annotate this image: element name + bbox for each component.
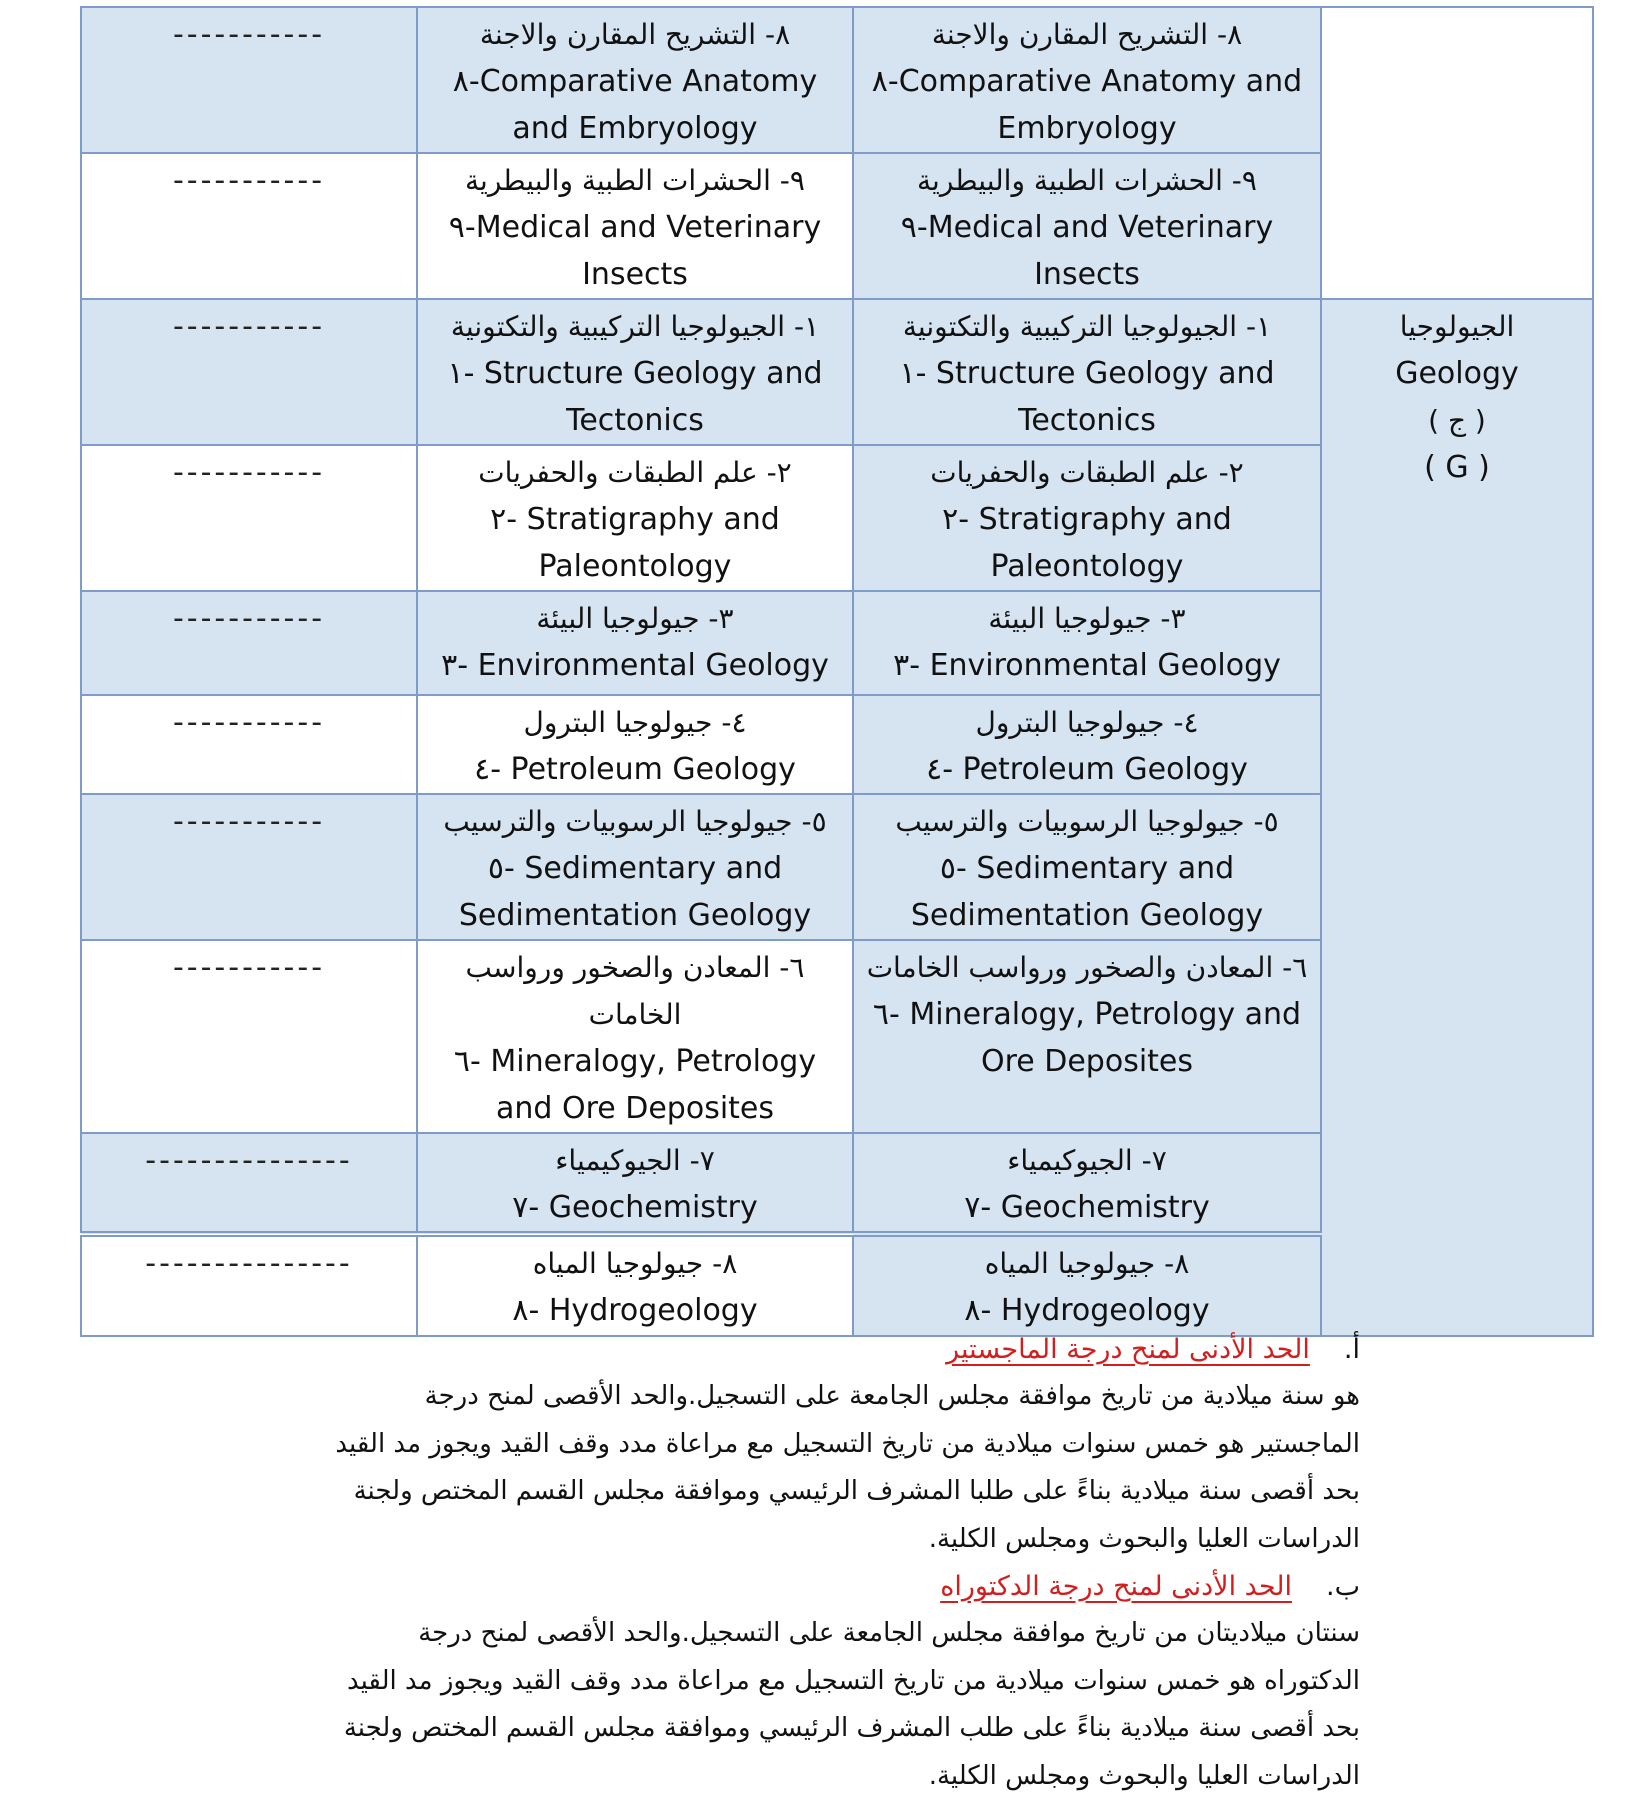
course-name-english: ٥- Sedimentary and — [939, 851, 1235, 886]
phd-minimum-title: الحد الأدنى لمنح درجة الدكتوراه — [940, 1571, 1292, 1602]
course-name-english: ٧- Geochemistry — [964, 1190, 1210, 1225]
course-name-english: Sedimentation Geology — [910, 898, 1264, 933]
course-name-arabic: الخامات — [588, 998, 682, 1031]
course-name-english: ٢- Stratigraphy and — [490, 502, 780, 537]
course-name-english: ٨- Hydrogeology — [964, 1293, 1210, 1328]
course-cell — [853, 794, 1321, 940]
course-name-english: ١- Structure Geology and — [899, 356, 1275, 391]
course-name-english: ٢- Stratigraphy and — [942, 502, 1232, 537]
course-name-english: ٩-Medical and Veterinary — [900, 210, 1274, 245]
course-name-english: Ore Deposites — [980, 1044, 1194, 1079]
course-cell — [853, 153, 1321, 299]
table-row — [81, 299, 1593, 445]
course-name-arabic: ٨- التشريح المقارن والاجنة — [479, 18, 791, 51]
paragraph-line: بحد أقصى سنة ميلادية بناءً على طلب المشرف الرئيسي وموافقة مجلس القسم المختص ولجنة — [343, 1713, 1360, 1743]
course-name-english: ٧- Geochemistry — [512, 1190, 758, 1225]
course-cell — [853, 695, 1321, 794]
course-name-arabic: ٢- علم الطبقات والحفريات — [930, 456, 1244, 489]
course-name-english: ١- Structure Geology and — [447, 356, 823, 391]
course-name-arabic: ٩- الحشرات الطبية والبيطرية — [465, 164, 805, 197]
course-name-arabic: ١- الجيولوجيا التركيبية والتكتونية — [902, 310, 1272, 343]
empty-cell-dashes: ----------- — [81, 7, 417, 153]
course-name-english: and Ore Deposites — [495, 1091, 775, 1126]
paragraph-line: الدكتوراه هو خمس سنوات ميلادية من تاريخ التسجيل مع مراعاة مدد وقف القيد ويجوز مد القيد — [346, 1665, 1360, 1696]
course-cell — [853, 940, 1321, 1133]
course-name-english: Embryology — [997, 111, 1177, 146]
course-name-english: Tectonics — [566, 403, 704, 438]
paragraph-line: الماجستير هو خمس سنوات ميلادية من تاريخ التسجيل مع مراعاة مدد وقف القيد ويجوز مد القيد — [335, 1428, 1360, 1459]
courses-table — [80, 6, 1594, 1337]
courses-table-container — [80, 6, 1592, 1337]
course-name-arabic: ٣- جيولوجيا البيئة — [988, 602, 1186, 635]
empty-cell-dashes: ----------- — [81, 591, 417, 695]
course-name-arabic: ٨- جيولوجيا المياه — [532, 1247, 738, 1280]
course-cell — [417, 153, 853, 299]
department-cell-blank — [1321, 7, 1593, 299]
course-name-arabic: ٤- جيولوجيا البترول — [975, 706, 1199, 739]
course-name-english: and Embryology — [512, 111, 758, 146]
course-name-english: ٦- Mineralogy, Petrology and — [872, 997, 1302, 1032]
course-name-arabic: ٦- المعادن والصخور ورواسب الخامات — [866, 951, 1308, 984]
course-name-english: ٤- Petroleum Geology — [474, 752, 796, 787]
masters-minimum-title: الحد الأدنى لمنح درجة الماجستير — [946, 1334, 1310, 1365]
paragraph-line: هو سنة ميلادية من تاريخ موافقة مجلس الجامعة على التسجيل.والحد الأقصى لمنح درجة — [424, 1381, 1360, 1411]
course-name-arabic: ٦- المعادن والصخور ورواسب — [465, 951, 805, 984]
course-name-arabic: ٥- جيولوجيا الرسوبيات والترسيب — [895, 805, 1279, 838]
course-cell — [853, 591, 1321, 695]
empty-cell-dashes: ----------- — [81, 153, 417, 299]
department-cell — [1321, 299, 1593, 1336]
department-name-arabic: الجيولوجيا — [1399, 310, 1515, 343]
course-cell — [853, 1133, 1321, 1234]
course-name-english: Insects — [1034, 257, 1140, 292]
department-code-english: ( G ) — [1424, 450, 1490, 485]
empty-cell-dashes: ----------- — [81, 794, 417, 940]
course-name-arabic: ١- الجيولوجيا التركيبية والتكتونية — [450, 310, 820, 343]
course-cell — [417, 794, 853, 940]
course-cell — [417, 940, 853, 1133]
course-name-arabic: ٨- جيولوجيا المياه — [984, 1247, 1190, 1280]
masters-duration-paragraph — [230, 1373, 1360, 1563]
course-name-english: ٣- Environmental Geology — [893, 648, 1281, 683]
course-cell — [417, 445, 853, 591]
empty-cell-dashes: ----------- — [81, 445, 417, 591]
course-name-english: ٤- Petroleum Geology — [926, 752, 1248, 787]
course-name-english: ٥- Sedimentary and — [487, 851, 783, 886]
department-name-english: Geology — [1395, 356, 1519, 391]
table-row — [81, 7, 1593, 153]
paragraph-line: سنتان ميلاديتان من تاريخ موافقة مجلس الجامعة على التسجيل.والحد الأقصى لمنح درجة — [418, 1618, 1360, 1648]
phd-duration-paragraph — [230, 1610, 1360, 1800]
course-name-english: ٣- Environmental Geology — [441, 648, 829, 683]
course-name-english: ٨-Comparative Anatomy and — [871, 64, 1303, 99]
course-name-english: ٨- Hydrogeology — [512, 1293, 758, 1328]
course-name-arabic: ٢- علم الطبقات والحفريات — [478, 456, 792, 489]
course-name-english: Sedimentation Geology — [458, 898, 812, 933]
empty-cell-dashes: ----------- — [81, 299, 417, 445]
course-cell — [417, 1133, 853, 1234]
course-name-english: ٩-Medical and Veterinary — [448, 210, 822, 245]
list-marker: أ. — [1343, 1334, 1360, 1365]
course-name-arabic: ٤- جيولوجيا البترول — [523, 706, 747, 739]
course-name-english: Insects — [582, 257, 688, 292]
course-cell — [853, 299, 1321, 445]
masters-minimum-heading — [230, 1326, 1360, 1373]
course-name-arabic: ٩- الحشرات الطبية والبيطرية — [917, 164, 1257, 197]
course-name-arabic: ٥- جيولوجيا الرسوبيات والترسيب — [443, 805, 827, 838]
list-marker: ب. — [1325, 1571, 1360, 1602]
empty-cell-dashes: ----------- — [81, 695, 417, 794]
course-name-english: ٨-Comparative Anatomy — [452, 64, 818, 99]
empty-cell-dashes: ----------- — [81, 940, 417, 1133]
paragraph-line: الدراسات العليا والبحوث ومجلس الكلية. — [928, 1760, 1360, 1791]
course-name-arabic: ٨- التشريح المقارن والاجنة — [931, 18, 1243, 51]
course-cell — [853, 1234, 1321, 1336]
department-code-arabic: ( ج ) — [1428, 404, 1486, 437]
course-cell — [853, 445, 1321, 591]
course-name-arabic: ٧- الجيوكيمياء — [1007, 1144, 1167, 1177]
course-cell — [417, 7, 853, 153]
course-cell — [417, 695, 853, 794]
phd-minimum-heading — [230, 1563, 1360, 1610]
course-name-english: ٦- Mineralogy, Petrology — [453, 1044, 817, 1079]
course-cell — [417, 591, 853, 695]
course-cell — [417, 1234, 853, 1336]
course-name-arabic: ٧- الجيوكيمياء — [555, 1144, 715, 1177]
course-name-arabic: ٣- جيولوجيا البيئة — [536, 602, 734, 635]
course-name-english: Paleontology — [990, 549, 1184, 584]
course-cell — [417, 299, 853, 445]
course-name-english: Paleontology — [538, 549, 732, 584]
duration-notes — [230, 1326, 1360, 1800]
empty-cell-dashes: --------------- — [81, 1234, 417, 1336]
paragraph-line: الدراسات العليا والبحوث ومجلس الكلية. — [928, 1523, 1360, 1554]
course-cell — [853, 7, 1321, 153]
course-name-english: Tectonics — [1018, 403, 1156, 438]
paragraph-line: بحد أقصى سنة ميلادية بناءً على طلبا المشرف الرئيسي وموافقة مجلس القسم المختص ولجنة — [353, 1476, 1360, 1506]
empty-cell-dashes: --------------- — [81, 1133, 417, 1234]
